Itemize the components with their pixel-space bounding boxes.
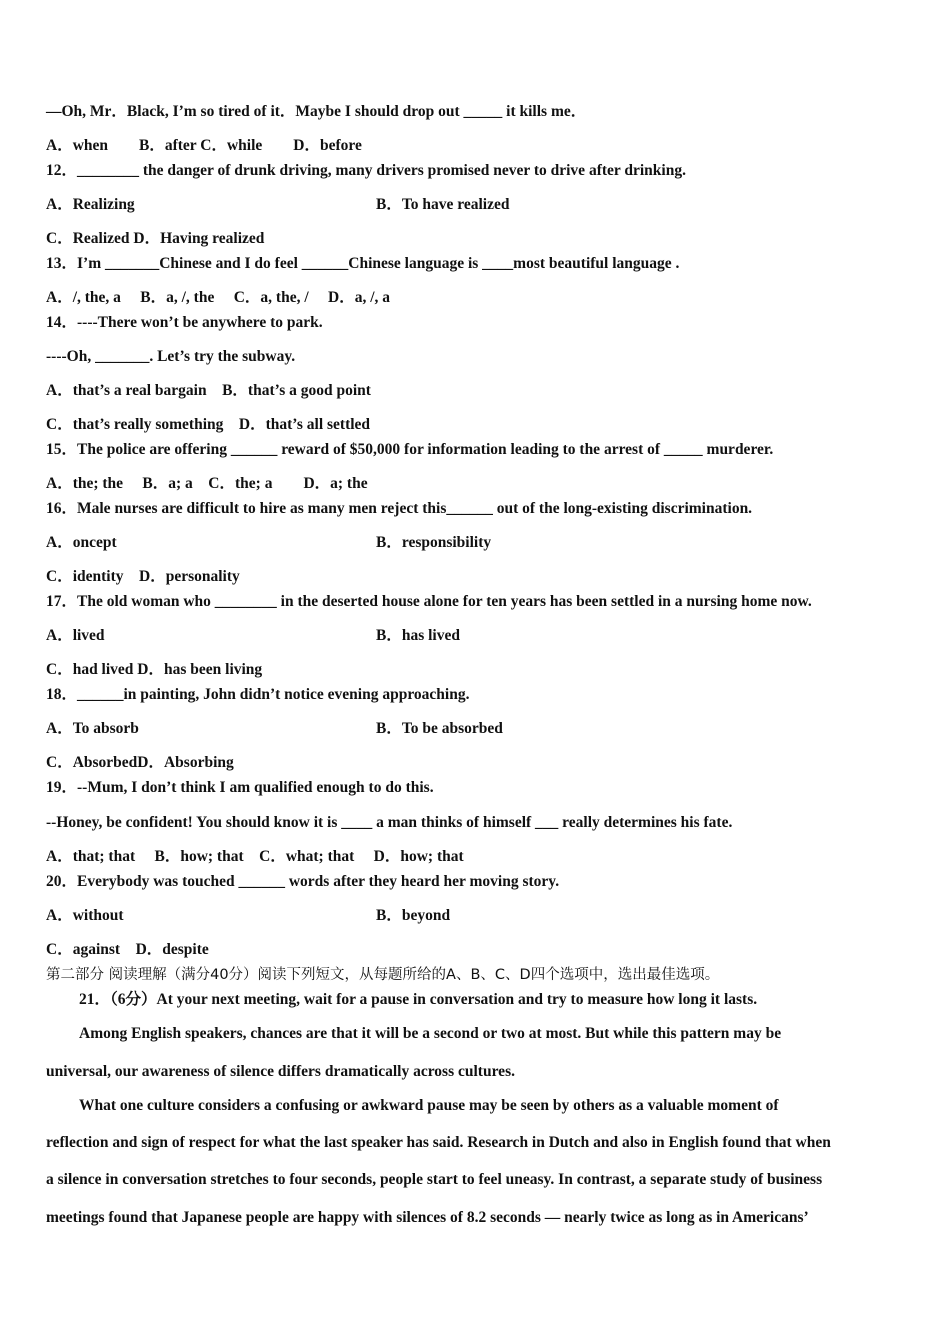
passage-paragraph-2-line-3: a silence in conversation stretches to four seconds, people start to feel uneasy. In contrast, a separate study of business <box>46 1171 823 1188</box>
question-12-stem: 12．________ the danger of drunk driving, many drivers promised never to drive after drinking. <box>46 162 686 179</box>
option-b: B．responsibility <box>376 534 492 551</box>
option-a: A．Realizing <box>46 196 135 213</box>
passage-paragraph-1-line-1: Among English speakers, chances are that it will be a second or two at most. But while this pattern may be <box>79 1025 782 1042</box>
option-a: A．without <box>46 907 124 924</box>
question-17-options-row2: C．had lived D．has been living <box>46 661 263 678</box>
option-b: B．To have realized <box>376 196 510 213</box>
option-a: A．oncept <box>46 534 117 551</box>
question-13-options: A．/, the, a B．a, /, the C．a, the, / D．a, /, a <box>46 289 391 306</box>
question-20-stem: 20．Everybody was touched ______ words after they heard her moving story. <box>46 873 560 890</box>
question-17-stem: 17．The old woman who ________ in the deserted house alone for ten years has been settled in a nursing home now. <box>46 593 812 610</box>
question-14-options-row2: C．that’s really something D．that’s all settled <box>46 416 371 433</box>
passage-paragraph-2-line-1: What one culture considers a confusing or awkward pause may be seen by others as a valuable moment of <box>79 1097 779 1114</box>
passage-paragraph-2-line-2: reflection and sign of respect for what the last speaker has said. Research in Dutch and also in English found that when <box>46 1134 831 1151</box>
passage-paragraph-2-line-4: meetings found that Japanese people are happy with silences of 8.2 seconds — nearly twice as long as in Americans’ <box>46 1209 809 1226</box>
option-b: B．To be absorbed <box>376 720 503 737</box>
question-14-stem-reply: ----Oh, _______. Let’s try the subway. <box>46 348 296 365</box>
section-heading: 第二部分 阅读理解（满分40分）阅读下列短文，从每题所给的A、B、C、D四个选项中，选出最佳选项。 <box>46 967 720 983</box>
question-15-stem: 15．The police are offering ______ reward of $50,000 for information leading to the arrest of _____ murderer. <box>46 441 774 458</box>
question-16-options-row1 <box>46 533 492 553</box>
passage-paragraph-1-line-2: universal, our awareness of silence differs dramatically across cultures. <box>46 1063 515 1080</box>
question-11-stem: —Oh, Mr．Black, I’m so tired of it．Maybe I should drop out _____ it kills me． <box>46 103 587 120</box>
question-12-options-row1 <box>46 195 510 215</box>
question-15-options: A．the; the B．a; a C．the; a D．a; the <box>46 475 368 492</box>
question-17-options-row1 <box>46 626 460 646</box>
option-b: B．has lived <box>376 627 460 644</box>
question-18-stem: 18．______in painting, John didn’t notice evening approaching. <box>46 686 470 703</box>
question-19-stem-reply: --Honey, be confident! You should know it is ____ a man thinks of himself ___ really determines his fate. <box>46 814 733 831</box>
question-16-stem: 16．Male nurses are difficult to hire as many men reject this______ out of the long-existing discrimination. <box>46 500 753 517</box>
option-a: A．To absorb <box>46 720 139 737</box>
question-14-options-row1: A．that’s a real bargain B．that’s a good point <box>46 382 371 399</box>
question-18-options-row2: C．AbsorbedD．Absorbing <box>46 754 234 771</box>
option-a: A．lived <box>46 627 105 644</box>
question-19-options: A．that; that B．how; that C．what; that D．how; that <box>46 848 464 865</box>
question-14-stem: 14．----There won’t be anywhere to park. <box>46 314 323 331</box>
question-18-options-row1 <box>46 719 503 739</box>
question-20-options-row2: C．against D．despite <box>46 941 209 958</box>
question-16-options-row2: C．identity D．personality <box>46 568 240 585</box>
question-19-stem: 19．--Mum, I don’t think I am qualified enough to do this. <box>46 779 434 796</box>
question-21-intro: 21．（6分）At your next meeting, wait for a pause in conversation and try to measure how long it lasts. <box>79 991 758 1008</box>
question-12-options-row2: C．Realized D．Having realized <box>46 230 265 247</box>
question-20-options-row1 <box>46 906 451 926</box>
question-11-options: A．when B．after C．while D．before <box>46 137 362 154</box>
question-13-stem: 13．I’m _______Chinese and I do feel ______Chinese language is ____most beautiful language . <box>46 255 680 272</box>
option-b: B．beyond <box>376 907 451 924</box>
